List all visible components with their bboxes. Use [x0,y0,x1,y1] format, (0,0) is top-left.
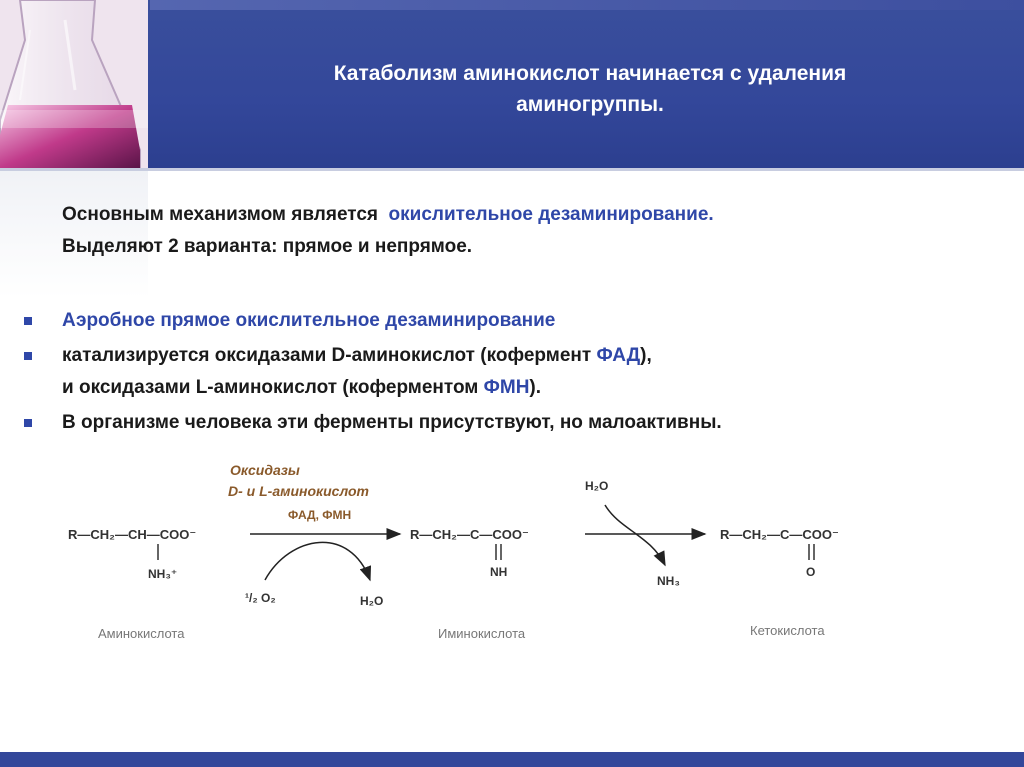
coenzyme-fad: ФАД [596,345,641,366]
water-reactant-label: H₂O [585,479,609,493]
bullet-text: ). [529,377,542,398]
keto-acid-formula: R—CH₂—C—COO⁻ [720,527,839,542]
bullet-list [24,305,1004,442]
bullet-item [24,407,1004,439]
cofactor-label: ФАД, ФМН [288,508,352,522]
footer-bar [0,752,1024,767]
ammonia-label: NH₃ [657,574,680,588]
bullet-item [24,305,1004,337]
slide-title [180,58,1000,120]
water-product-label: H₂O [360,594,384,608]
flask-image [0,0,148,168]
bullet-text: катализируется оксидазами D-аминокислот (кофермент [62,345,597,366]
amino-group: NH₃⁺ [148,567,178,581]
curved-arrow-2 [605,505,665,565]
enzyme-label-2: D- и L-аминокислот [228,483,369,499]
enzyme-label-1: Оксидазы [230,462,300,478]
bullet-text: ), [640,345,652,366]
bullet-text: В организме человека эти ферменты присутствуют, но малоактивны. [62,412,722,433]
keto-group: O [806,565,816,579]
imino-acid-name: Иминокислота [438,626,526,641]
title-line-1: Катаболизм аминокислот начинается с удаления [333,62,847,85]
bullet-square-icon [24,352,32,360]
bullet-text: Аэробное прямое окислительное дезаминирование [62,310,556,331]
amino-acid-name: Аминокислота [98,626,185,641]
intro-accent-term: окислительное дезаминирование. [388,204,714,225]
bullet-item [24,340,1004,404]
reaction-diagram [60,450,940,650]
imino-group: NH [490,565,508,579]
intro-line-1 [62,199,1002,231]
bullet-line [62,372,1004,404]
intro-text [62,199,1002,263]
curved-arrow-1 [265,542,370,580]
header-top-line [150,0,1024,10]
bullet-text: и оксидазами L-аминокислот (коферментом [62,377,484,398]
amino-acid-formula: R—CH₂—CH—COO⁻ [68,527,197,542]
bullet-line [62,340,1004,372]
intro-line-2: Выделяют 2 варианта: прямое и непрямое. [62,236,473,257]
bullet-square-icon [24,317,32,325]
intro-line-1-prefix: Основным механизмом является [62,204,378,225]
coenzyme-fmn: ФМН [483,377,530,398]
header-divider [0,168,1024,171]
title-line-2: аминогруппы. [516,93,664,116]
oxygen-label: ¹/₂ O₂ [245,591,276,605]
keto-acid-name: Кетокислота [750,623,825,638]
bullet-square-icon [24,419,32,427]
imino-acid-formula: R—CH₂—C—COO⁻ [410,527,529,542]
flask-icon [0,0,148,168]
